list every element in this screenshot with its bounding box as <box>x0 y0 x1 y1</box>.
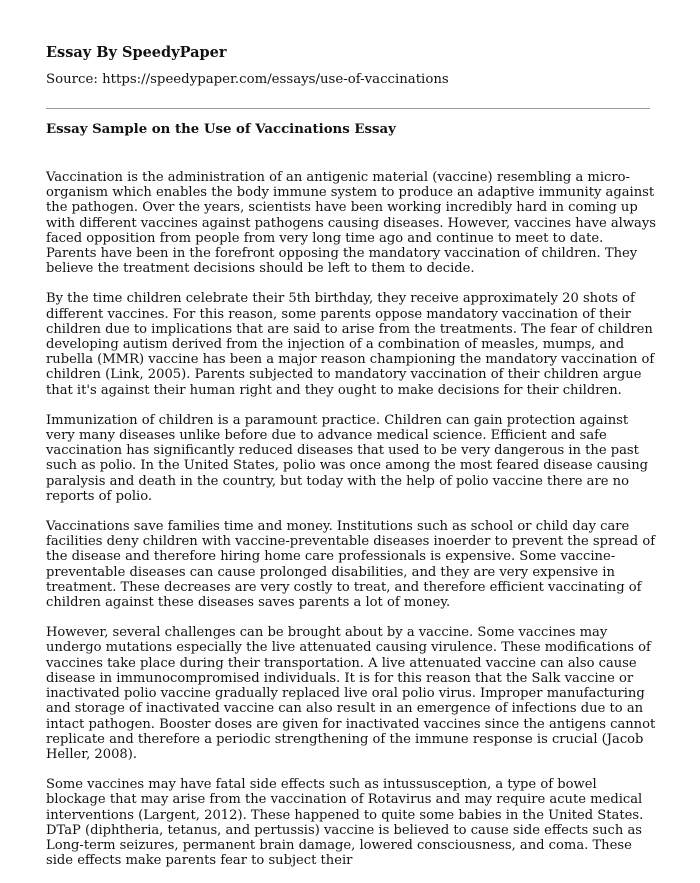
source-line <box>46 71 449 89</box>
essay-body <box>46 170 656 883</box>
source-label: Source: <box>46 72 98 87</box>
paragraph-3: Immunization of children is a paramount practice. Children can gain protection against very many diseases unlike before due to advance medical science. Efficient and safe vaccination has significantly reduced diseases that used to be very dangerous in the past such as polio. In the United States, polio was once among the most feared disease causing paralysis and death in the country, but today with the help of polio vaccine there are no reports of polio. <box>46 412 649 504</box>
document-header-title: Essay By SpeedyPaper <box>46 44 227 61</box>
paragraph-5: However, several challenges can be brought about by a vaccine. Some vaccines may undergo mutations especially the live attenuated causing virulence. These modifications of vaccines take place during their transportation. A live attenuated vaccine can also cause disease in immunocompromised individuals. It is for this reason that the Salk vaccine or inactivated polio vaccine gradually replaced live oral polio virus. Improper manufacturing and storage of inactivated vaccine can also result in an emergence of infections due to an intact pathogen. Booster doses are given for inactivated vaccines since the antigens cannot replicate and therefore a periodic strengthening of the immune response is crucial (Jacob Heller, 2008). <box>46 625 656 762</box>
paragraph-2: By the time children celebrate their 5th birthday, they receive approximately 20 shots of different vaccines. For this reason, some parents oppose mandatory vaccination of their children due to implications that are said to arise from the treatments. The fear of children developing autism derived from the injection of a combination of measles, mumps, and rubella (MMR) vaccine has been a major reason championing the mandatory vaccination of children (Link, 2005). Parents subjected to mandatory vaccination of their children argue that it's against their human right and they ought to make decisions for their children. <box>46 291 655 398</box>
essay-title: Essay Sample on the Use of Vaccinations Essay <box>46 122 396 137</box>
paragraph-6: Some vaccines may have fatal side effects such as intussusception, a type of bowel blockage that may arise from the vaccination of Rotavirus and may require acute medical interventions (Largent, 2012). These happened to quite some babies in the United States. DTaP (diphtheria, tetanus, and pertussis) vaccine is believed to cause side effects such as Long-term seizures, permanent brain damage, lowered consciousness, and coma. These side effects make parents fear to subject their <box>46 777 644 869</box>
paragraph-4: Vaccinations save families time and money. Institutions such as school or child day care facilities deny children with vaccine-preventable diseases inoerder to prevent the spread of the disease and therefore hiring home care professionals is expensive. Some vaccine-preventable diseases can cause prolonged disabilities, and they are very expensive in treatment. These decreases are very costly to treat, and therefore efficient vaccinating of children against these diseases saves parents a lot of money. <box>46 519 656 611</box>
header-divider <box>46 108 650 109</box>
paragraph-1: Vaccination is the administration of an antigenic material (vaccine) resembling a micro-organism which enables the body immune system to produce an adaptive immunity against the pathogen. Over the years, scientists have been working incredibly hard in coming up with different vaccines against pathogens causing diseases. However, vaccines have always faced opposition from people from very long time ago and continue to meet to date. Parents have been in the forefront opposing the mandatory vaccination of children. They believe the treatment decisions should be left to them to decide. <box>46 170 656 277</box>
source-url: https://speedypaper.com/essays/use-of-vaccinations <box>102 72 449 87</box>
